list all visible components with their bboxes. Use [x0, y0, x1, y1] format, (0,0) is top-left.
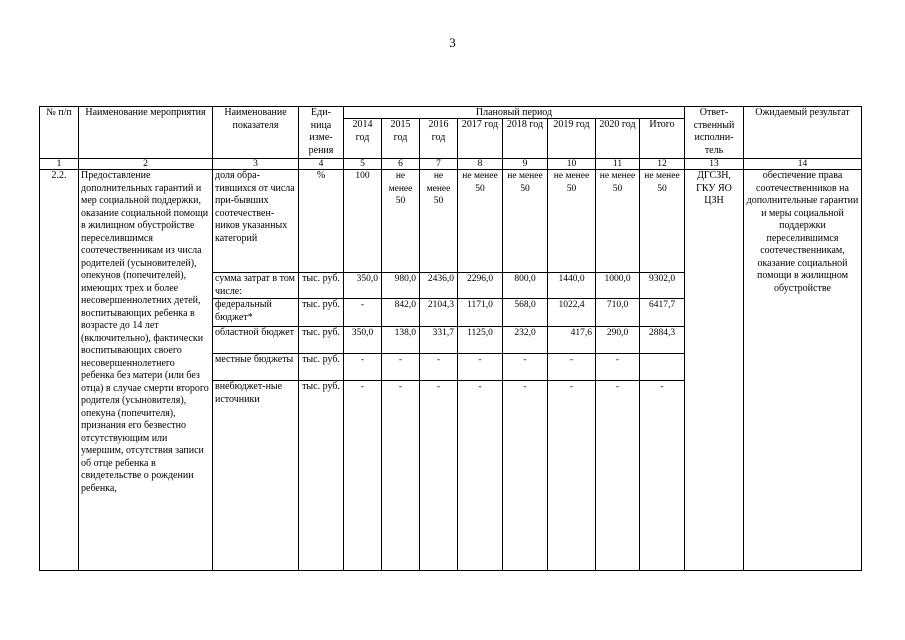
value-cell: 331,7 [420, 327, 458, 354]
header-indicator: Наименование показателя [213, 107, 299, 159]
indicator-unit: тыс. руб. [299, 354, 344, 381]
indicator-name: сумма затрат в том числе: [213, 273, 299, 299]
indicator-unit: тыс. руб. [299, 327, 344, 354]
value-cell: 842,0 [382, 299, 420, 327]
value-cell: 232,0 [503, 327, 548, 354]
value-cell: не менее 50 [640, 170, 685, 273]
header-num: № п/п [40, 107, 79, 159]
column-number: 12 [640, 159, 685, 170]
value-cell: - [382, 354, 420, 381]
indicator-name: местные бюджеты [213, 354, 299, 381]
measure-description: Предоставление дополнительных гарантий и мер социальной поддержки, оказание социальной помощи в жилищном обустройстве переселившимся соотечественникам из числа родителей (усыновителей), опекунов (попечителей), имеющих трех и более несовершеннолетних детей, воспитывающих ребенка в возрасте до 14 лет (включительно), фактически воспитывающих своего несовершеннолетнего ребенка без матери (или без отца) в случае смерти второго родителя (усыновителя), опекуна (попечителя), признания его безвестно отсутствующим или умершим, отсутствия записи об отце ребенка в свидетельстве о рождении ребенка, [79, 170, 213, 571]
value-cell: - [596, 354, 640, 381]
header-expected: Ожидаемый результат [744, 107, 862, 159]
value-cell: 1000,0 [596, 273, 640, 299]
value-cell: - [503, 381, 548, 571]
value-cell: 6417,7 [640, 299, 685, 327]
column-number: 6 [382, 159, 420, 170]
value-cell: 568,0 [503, 299, 548, 327]
value-cell: 290,0 [596, 327, 640, 354]
header-year: 2017 год [458, 119, 503, 159]
indicator-name: федеральный бюджет* [213, 299, 299, 327]
indicator-name: доля обра-тившихся от числа при-бывших соотечествен-ников указанных категорий [213, 170, 299, 273]
value-cell: - [420, 354, 458, 381]
column-number: 3 [213, 159, 299, 170]
indicator-unit: тыс. руб. [299, 381, 344, 571]
column-number: 2 [79, 159, 213, 170]
value-cell: - [420, 381, 458, 571]
value-cell: 350,0 [344, 273, 382, 299]
responsible-executor: ДГСЗН, ГКУ ЯО ЦЗН [685, 170, 744, 571]
header-responsible: Ответ-ственный исполни-тель [685, 107, 744, 159]
value-cell: - [548, 354, 596, 381]
value-cell: - [344, 354, 382, 381]
value-cell: - [596, 381, 640, 571]
expected-result: обеспечение права соотечественников на дополнительные гарантии и меры социальной поддержки переселившимся соотечественникам, оказание социальной помощи в жилищном обустройстве [744, 170, 862, 571]
column-number: 5 [344, 159, 382, 170]
header-year: 2020 год [596, 119, 640, 159]
indicator-name: областной бюджет [213, 327, 299, 354]
program-measures-table [39, 106, 862, 571]
column-number: 14 [744, 159, 862, 170]
value-cell: - [344, 381, 382, 571]
indicator-name: внебюджет-ные источники [213, 381, 299, 571]
header-measure: Наименование мероприятия [79, 107, 213, 159]
value-cell: 2296,0 [458, 273, 503, 299]
value-cell: - [382, 381, 420, 571]
header-year: 2019 год [548, 119, 596, 159]
value-cell: - [640, 381, 685, 571]
header-unit: Еди-ница изме-рения [299, 107, 344, 159]
value-cell: - [548, 381, 596, 571]
value-cell [640, 354, 685, 381]
value-cell: не менее 50 [420, 170, 458, 273]
value-cell: 138,0 [382, 327, 420, 354]
column-number: 10 [548, 159, 596, 170]
value-cell: - [458, 354, 503, 381]
column-number: 11 [596, 159, 640, 170]
indicator-unit: % [299, 170, 344, 273]
value-cell: 2884,3 [640, 327, 685, 354]
value-cell: не менее 50 [458, 170, 503, 273]
column-number: 8 [458, 159, 503, 170]
value-cell: не менее 50 [596, 170, 640, 273]
value-cell: 710,0 [596, 299, 640, 327]
column-number: 13 [685, 159, 744, 170]
value-cell: 1440,0 [548, 273, 596, 299]
indicator-unit: тыс. руб. [299, 273, 344, 299]
header-year: 2014 год [344, 119, 382, 159]
value-cell: 980,0 [382, 273, 420, 299]
value-cell: 1171,0 [458, 299, 503, 327]
header-planned-period: Плановый период [344, 107, 685, 119]
header-year: 2018 год [503, 119, 548, 159]
value-cell: - [503, 354, 548, 381]
column-number: 7 [420, 159, 458, 170]
value-cell: 1125,0 [458, 327, 503, 354]
value-cell: - [344, 299, 382, 327]
value-cell: 800,0 [503, 273, 548, 299]
value-cell: не менее 50 [503, 170, 548, 273]
value-cell: 417,6 [548, 327, 596, 354]
value-cell: 350,0 [344, 327, 382, 354]
value-cell: 2104,3 [420, 299, 458, 327]
header-total: Итого [640, 119, 685, 159]
value-cell: не менее 50 [382, 170, 420, 273]
value-cell: 1022,4 [548, 299, 596, 327]
header-year: 2015 год [382, 119, 420, 159]
value-cell: - [458, 381, 503, 571]
header-year: 2016 год [420, 119, 458, 159]
indicator-unit: тыс. руб. [299, 299, 344, 327]
value-cell: не менее 50 [548, 170, 596, 273]
value-cell: 9302,0 [640, 273, 685, 299]
column-number: 4 [299, 159, 344, 170]
page-number: 3 [449, 35, 456, 50]
value-cell: 2436,0 [420, 273, 458, 299]
column-number: 9 [503, 159, 548, 170]
column-number: 1 [40, 159, 79, 170]
row-number: 2.2. [40, 170, 79, 571]
value-cell: 100 [344, 170, 382, 273]
